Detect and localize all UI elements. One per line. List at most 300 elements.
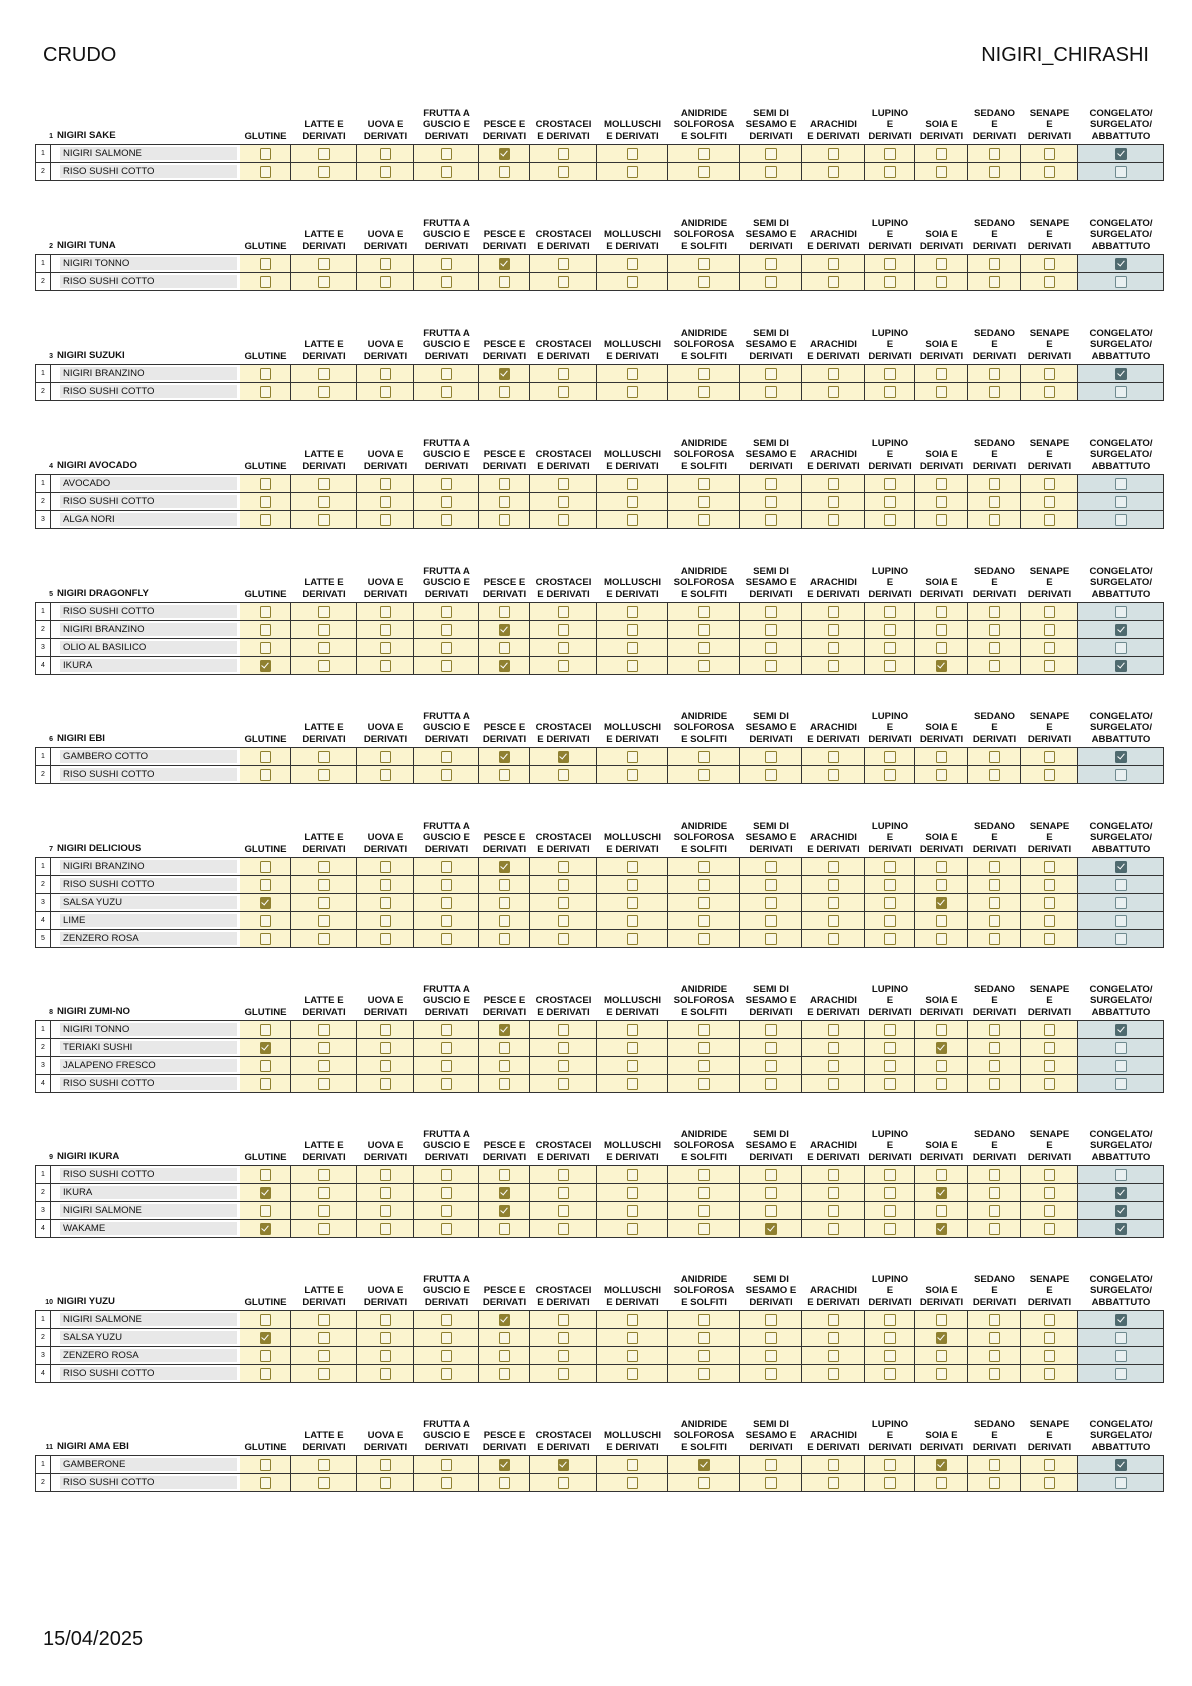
empty-checkbox[interactable] (1044, 1314, 1056, 1326)
empty-checkbox[interactable] (1044, 1223, 1056, 1235)
checked-checkbox[interactable] (1115, 1223, 1127, 1235)
empty-checkbox[interactable] (558, 1332, 570, 1344)
empty-checkbox[interactable] (989, 879, 1001, 891)
empty-checkbox[interactable] (441, 1205, 453, 1217)
empty-checkbox[interactable] (828, 386, 840, 398)
checked-checkbox[interactable] (1115, 368, 1127, 380)
empty-checkbox[interactable] (441, 1187, 453, 1199)
empty-checkbox[interactable] (828, 861, 840, 873)
empty-checkbox[interactable] (765, 1350, 777, 1362)
empty-checkbox[interactable] (936, 606, 948, 618)
checked-checkbox[interactable] (936, 1223, 948, 1235)
empty-checkbox[interactable] (765, 368, 777, 380)
empty-checkbox[interactable] (380, 1187, 392, 1199)
empty-checkbox[interactable] (765, 166, 777, 178)
checked-checkbox[interactable] (1115, 1024, 1127, 1036)
empty-checkbox[interactable] (260, 1314, 272, 1326)
empty-checkbox[interactable] (627, 1187, 639, 1199)
empty-checkbox[interactable] (828, 258, 840, 270)
empty-checkbox[interactable] (318, 879, 330, 891)
checked-checkbox[interactable] (698, 1459, 710, 1471)
empty-checkbox[interactable] (441, 1060, 453, 1072)
empty-checkbox[interactable] (828, 368, 840, 380)
empty-checkbox[interactable] (698, 1314, 710, 1326)
empty-checkbox[interactable] (318, 258, 330, 270)
empty-checkbox[interactable] (627, 166, 639, 178)
checked-checkbox[interactable] (1115, 861, 1127, 873)
empty-checkbox[interactable] (989, 478, 1001, 490)
empty-checkbox[interactable] (627, 258, 639, 270)
empty-checkbox[interactable] (1044, 148, 1056, 160)
empty-checkbox[interactable] (627, 624, 639, 636)
empty-checkbox[interactable] (318, 1042, 330, 1054)
empty-checkbox[interactable] (936, 915, 948, 927)
empty-checkbox[interactable] (380, 879, 392, 891)
empty-checkbox[interactable] (318, 1205, 330, 1217)
empty-checkbox[interactable] (558, 1078, 570, 1090)
empty-checkbox[interactable] (765, 606, 777, 618)
empty-checkbox[interactable] (989, 1459, 1001, 1471)
empty-checkbox[interactable] (765, 1187, 777, 1199)
empty-checkbox[interactable] (828, 1187, 840, 1199)
empty-checkbox[interactable] (936, 276, 948, 288)
empty-checkbox[interactable] (441, 258, 453, 270)
empty-checkbox[interactable] (558, 386, 570, 398)
empty-checkbox[interactable] (627, 478, 639, 490)
empty-checkbox[interactable] (499, 478, 511, 490)
empty-checkbox[interactable] (627, 933, 639, 945)
empty-checkbox[interactable] (380, 258, 392, 270)
empty-checkbox[interactable] (318, 751, 330, 763)
empty-checkbox[interactable] (1044, 660, 1056, 672)
empty-checkbox[interactable] (765, 386, 777, 398)
empty-checkbox[interactable] (765, 496, 777, 508)
empty-checkbox[interactable] (499, 496, 511, 508)
empty-checkbox[interactable] (936, 1060, 948, 1072)
empty-checkbox[interactable] (828, 751, 840, 763)
empty-checkbox[interactable] (627, 1205, 639, 1217)
empty-checkbox[interactable] (828, 496, 840, 508)
empty-checkbox[interactable] (260, 514, 272, 526)
empty-checkbox[interactable] (936, 166, 948, 178)
empty-checkbox[interactable] (380, 276, 392, 288)
empty-checkbox[interactable] (499, 386, 511, 398)
empty-checkbox[interactable] (441, 1042, 453, 1054)
empty-checkbox[interactable] (1044, 1169, 1056, 1181)
empty-checkbox[interactable] (765, 861, 777, 873)
empty-checkbox[interactable] (441, 660, 453, 672)
empty-checkbox[interactable] (698, 478, 710, 490)
empty-checkbox[interactable] (989, 1314, 1001, 1326)
empty-checkbox[interactable] (1044, 642, 1056, 654)
empty-checkbox[interactable] (828, 1350, 840, 1362)
empty-checkbox[interactable] (380, 1368, 392, 1380)
empty-checkbox[interactable] (260, 1459, 272, 1471)
empty-checkbox[interactable] (884, 915, 896, 927)
empty-checkbox[interactable] (318, 1459, 330, 1471)
empty-checkbox[interactable] (989, 1205, 1001, 1217)
empty-checkbox[interactable] (765, 276, 777, 288)
empty-checkbox[interactable] (558, 1223, 570, 1235)
empty-checkbox[interactable] (698, 606, 710, 618)
empty-checkbox[interactable] (499, 166, 511, 178)
empty-checkbox[interactable] (828, 1169, 840, 1181)
empty-checkbox[interactable] (828, 514, 840, 526)
empty-checkbox[interactable] (884, 386, 896, 398)
empty-checkbox[interactable] (380, 1169, 392, 1181)
empty-checkbox[interactable] (1115, 1078, 1127, 1090)
empty-checkbox[interactable] (380, 769, 392, 781)
checked-checkbox[interactable] (260, 1332, 272, 1344)
empty-checkbox[interactable] (698, 1060, 710, 1072)
empty-checkbox[interactable] (260, 276, 272, 288)
empty-checkbox[interactable] (698, 166, 710, 178)
empty-checkbox[interactable] (765, 258, 777, 270)
empty-checkbox[interactable] (1115, 897, 1127, 909)
empty-checkbox[interactable] (318, 1350, 330, 1362)
empty-checkbox[interactable] (499, 514, 511, 526)
empty-checkbox[interactable] (260, 861, 272, 873)
empty-checkbox[interactable] (765, 751, 777, 763)
empty-checkbox[interactable] (441, 148, 453, 160)
empty-checkbox[interactable] (318, 148, 330, 160)
checked-checkbox[interactable] (936, 660, 948, 672)
empty-checkbox[interactable] (989, 386, 1001, 398)
empty-checkbox[interactable] (1044, 1024, 1056, 1036)
empty-checkbox[interactable] (627, 1223, 639, 1235)
empty-checkbox[interactable] (989, 769, 1001, 781)
empty-checkbox[interactable] (260, 478, 272, 490)
empty-checkbox[interactable] (698, 496, 710, 508)
empty-checkbox[interactable] (260, 148, 272, 160)
empty-checkbox[interactable] (765, 642, 777, 654)
empty-checkbox[interactable] (627, 1314, 639, 1326)
empty-checkbox[interactable] (1044, 933, 1056, 945)
empty-checkbox[interactable] (1044, 769, 1056, 781)
empty-checkbox[interactable] (380, 624, 392, 636)
empty-checkbox[interactable] (380, 751, 392, 763)
checked-checkbox[interactable] (1115, 1459, 1127, 1471)
empty-checkbox[interactable] (1044, 624, 1056, 636)
empty-checkbox[interactable] (936, 148, 948, 160)
empty-checkbox[interactable] (441, 1368, 453, 1380)
empty-checkbox[interactable] (558, 1477, 570, 1489)
empty-checkbox[interactable] (936, 879, 948, 891)
empty-checkbox[interactable] (765, 769, 777, 781)
empty-checkbox[interactable] (989, 514, 1001, 526)
empty-checkbox[interactable] (260, 368, 272, 380)
empty-checkbox[interactable] (884, 1332, 896, 1344)
empty-checkbox[interactable] (558, 861, 570, 873)
checked-checkbox[interactable] (260, 1223, 272, 1235)
empty-checkbox[interactable] (698, 1332, 710, 1344)
empty-checkbox[interactable] (765, 660, 777, 672)
empty-checkbox[interactable] (627, 879, 639, 891)
empty-checkbox[interactable] (441, 1078, 453, 1090)
empty-checkbox[interactable] (1044, 1042, 1056, 1054)
empty-checkbox[interactable] (627, 1368, 639, 1380)
empty-checkbox[interactable] (698, 879, 710, 891)
empty-checkbox[interactable] (698, 624, 710, 636)
empty-checkbox[interactable] (698, 514, 710, 526)
empty-checkbox[interactable] (441, 624, 453, 636)
checked-checkbox[interactable] (499, 1459, 511, 1471)
empty-checkbox[interactable] (260, 606, 272, 618)
empty-checkbox[interactable] (260, 1078, 272, 1090)
empty-checkbox[interactable] (260, 933, 272, 945)
empty-checkbox[interactable] (828, 1024, 840, 1036)
empty-checkbox[interactable] (441, 642, 453, 654)
empty-checkbox[interactable] (884, 1459, 896, 1471)
empty-checkbox[interactable] (441, 1477, 453, 1489)
empty-checkbox[interactable] (260, 166, 272, 178)
empty-checkbox[interactable] (1115, 769, 1127, 781)
checked-checkbox[interactable] (260, 1042, 272, 1054)
empty-checkbox[interactable] (380, 933, 392, 945)
empty-checkbox[interactable] (828, 1060, 840, 1072)
empty-checkbox[interactable] (936, 386, 948, 398)
empty-checkbox[interactable] (828, 660, 840, 672)
empty-checkbox[interactable] (499, 1078, 511, 1090)
checked-checkbox[interactable] (1115, 660, 1127, 672)
empty-checkbox[interactable] (1115, 1042, 1127, 1054)
empty-checkbox[interactable] (380, 642, 392, 654)
empty-checkbox[interactable] (936, 368, 948, 380)
empty-checkbox[interactable] (989, 751, 1001, 763)
empty-checkbox[interactable] (558, 1350, 570, 1362)
empty-checkbox[interactable] (627, 1477, 639, 1489)
checked-checkbox[interactable] (558, 1459, 570, 1471)
empty-checkbox[interactable] (260, 1477, 272, 1489)
empty-checkbox[interactable] (380, 1477, 392, 1489)
empty-checkbox[interactable] (884, 1187, 896, 1199)
empty-checkbox[interactable] (1044, 166, 1056, 178)
empty-checkbox[interactable] (260, 915, 272, 927)
checked-checkbox[interactable] (936, 1459, 948, 1471)
empty-checkbox[interactable] (884, 933, 896, 945)
empty-checkbox[interactable] (260, 1205, 272, 1217)
empty-checkbox[interactable] (441, 1223, 453, 1235)
checked-checkbox[interactable] (499, 1024, 511, 1036)
checked-checkbox[interactable] (1115, 1187, 1127, 1199)
empty-checkbox[interactable] (989, 276, 1001, 288)
empty-checkbox[interactable] (380, 1205, 392, 1217)
empty-checkbox[interactable] (441, 368, 453, 380)
empty-checkbox[interactable] (627, 861, 639, 873)
empty-checkbox[interactable] (627, 1060, 639, 1072)
empty-checkbox[interactable] (627, 1459, 639, 1471)
empty-checkbox[interactable] (1044, 386, 1056, 398)
empty-checkbox[interactable] (884, 1223, 896, 1235)
checked-checkbox[interactable] (1115, 1205, 1127, 1217)
empty-checkbox[interactable] (558, 897, 570, 909)
empty-checkbox[interactable] (627, 1024, 639, 1036)
empty-checkbox[interactable] (989, 897, 1001, 909)
empty-checkbox[interactable] (1115, 1368, 1127, 1380)
empty-checkbox[interactable] (380, 478, 392, 490)
empty-checkbox[interactable] (1115, 642, 1127, 654)
empty-checkbox[interactable] (441, 915, 453, 927)
empty-checkbox[interactable] (765, 1205, 777, 1217)
empty-checkbox[interactable] (1044, 606, 1056, 618)
empty-checkbox[interactable] (698, 276, 710, 288)
empty-checkbox[interactable] (828, 606, 840, 618)
empty-checkbox[interactable] (380, 514, 392, 526)
empty-checkbox[interactable] (499, 933, 511, 945)
empty-checkbox[interactable] (1115, 1169, 1127, 1181)
checked-checkbox[interactable] (936, 897, 948, 909)
empty-checkbox[interactable] (1115, 386, 1127, 398)
empty-checkbox[interactable] (698, 933, 710, 945)
empty-checkbox[interactable] (1115, 166, 1127, 178)
empty-checkbox[interactable] (828, 1332, 840, 1344)
empty-checkbox[interactable] (1044, 1078, 1056, 1090)
checked-checkbox[interactable] (499, 1314, 511, 1326)
checked-checkbox[interactable] (936, 1332, 948, 1344)
empty-checkbox[interactable] (1044, 514, 1056, 526)
empty-checkbox[interactable] (380, 1332, 392, 1344)
empty-checkbox[interactable] (558, 1314, 570, 1326)
empty-checkbox[interactable] (441, 879, 453, 891)
empty-checkbox[interactable] (260, 1368, 272, 1380)
empty-checkbox[interactable] (441, 386, 453, 398)
empty-checkbox[interactable] (989, 1060, 1001, 1072)
empty-checkbox[interactable] (627, 148, 639, 160)
empty-checkbox[interactable] (765, 1314, 777, 1326)
empty-checkbox[interactable] (884, 258, 896, 270)
empty-checkbox[interactable] (765, 897, 777, 909)
empty-checkbox[interactable] (698, 897, 710, 909)
empty-checkbox[interactable] (698, 148, 710, 160)
empty-checkbox[interactable] (698, 1078, 710, 1090)
empty-checkbox[interactable] (499, 1060, 511, 1072)
empty-checkbox[interactable] (828, 1314, 840, 1326)
checked-checkbox[interactable] (499, 1205, 511, 1217)
empty-checkbox[interactable] (989, 1350, 1001, 1362)
empty-checkbox[interactable] (260, 1060, 272, 1072)
empty-checkbox[interactable] (989, 1042, 1001, 1054)
empty-checkbox[interactable] (260, 1350, 272, 1362)
empty-checkbox[interactable] (698, 1205, 710, 1217)
empty-checkbox[interactable] (989, 660, 1001, 672)
empty-checkbox[interactable] (318, 386, 330, 398)
empty-checkbox[interactable] (828, 276, 840, 288)
empty-checkbox[interactable] (558, 1205, 570, 1217)
empty-checkbox[interactable] (765, 1477, 777, 1489)
empty-checkbox[interactable] (1115, 1350, 1127, 1362)
empty-checkbox[interactable] (884, 1042, 896, 1054)
empty-checkbox[interactable] (828, 897, 840, 909)
empty-checkbox[interactable] (318, 933, 330, 945)
empty-checkbox[interactable] (1044, 1060, 1056, 1072)
empty-checkbox[interactable] (698, 642, 710, 654)
empty-checkbox[interactable] (884, 276, 896, 288)
empty-checkbox[interactable] (558, 624, 570, 636)
empty-checkbox[interactable] (1044, 496, 1056, 508)
empty-checkbox[interactable] (884, 606, 896, 618)
empty-checkbox[interactable] (380, 1024, 392, 1036)
empty-checkbox[interactable] (698, 1368, 710, 1380)
empty-checkbox[interactable] (441, 861, 453, 873)
empty-checkbox[interactable] (1044, 1477, 1056, 1489)
empty-checkbox[interactable] (380, 1459, 392, 1471)
empty-checkbox[interactable] (765, 1368, 777, 1380)
empty-checkbox[interactable] (627, 1169, 639, 1181)
empty-checkbox[interactable] (499, 1169, 511, 1181)
empty-checkbox[interactable] (989, 1169, 1001, 1181)
empty-checkbox[interactable] (441, 769, 453, 781)
checked-checkbox[interactable] (936, 1042, 948, 1054)
empty-checkbox[interactable] (989, 915, 1001, 927)
checked-checkbox[interactable] (260, 660, 272, 672)
empty-checkbox[interactable] (989, 624, 1001, 636)
empty-checkbox[interactable] (884, 1368, 896, 1380)
empty-checkbox[interactable] (380, 1223, 392, 1235)
empty-checkbox[interactable] (380, 368, 392, 380)
checked-checkbox[interactable] (1115, 751, 1127, 763)
empty-checkbox[interactable] (380, 1350, 392, 1362)
empty-checkbox[interactable] (499, 606, 511, 618)
empty-checkbox[interactable] (1044, 751, 1056, 763)
empty-checkbox[interactable] (698, 660, 710, 672)
empty-checkbox[interactable] (828, 624, 840, 636)
empty-checkbox[interactable] (499, 1477, 511, 1489)
empty-checkbox[interactable] (318, 897, 330, 909)
empty-checkbox[interactable] (936, 751, 948, 763)
checked-checkbox[interactable] (499, 258, 511, 270)
empty-checkbox[interactable] (318, 915, 330, 927)
empty-checkbox[interactable] (828, 933, 840, 945)
empty-checkbox[interactable] (380, 386, 392, 398)
empty-checkbox[interactable] (441, 1169, 453, 1181)
empty-checkbox[interactable] (884, 368, 896, 380)
empty-checkbox[interactable] (499, 1223, 511, 1235)
empty-checkbox[interactable] (558, 258, 570, 270)
empty-checkbox[interactable] (698, 751, 710, 763)
empty-checkbox[interactable] (318, 1368, 330, 1380)
empty-checkbox[interactable] (441, 514, 453, 526)
empty-checkbox[interactable] (884, 1078, 896, 1090)
checked-checkbox[interactable] (499, 368, 511, 380)
empty-checkbox[interactable] (380, 1060, 392, 1072)
empty-checkbox[interactable] (318, 1314, 330, 1326)
empty-checkbox[interactable] (1115, 1477, 1127, 1489)
empty-checkbox[interactable] (558, 1169, 570, 1181)
empty-checkbox[interactable] (558, 1024, 570, 1036)
empty-checkbox[interactable] (1044, 897, 1056, 909)
empty-checkbox[interactable] (1044, 1332, 1056, 1344)
empty-checkbox[interactable] (1115, 915, 1127, 927)
empty-checkbox[interactable] (380, 861, 392, 873)
empty-checkbox[interactable] (765, 1459, 777, 1471)
empty-checkbox[interactable] (318, 1332, 330, 1344)
empty-checkbox[interactable] (1115, 496, 1127, 508)
empty-checkbox[interactable] (318, 1169, 330, 1181)
empty-checkbox[interactable] (260, 496, 272, 508)
empty-checkbox[interactable] (936, 1205, 948, 1217)
empty-checkbox[interactable] (884, 1060, 896, 1072)
empty-checkbox[interactable] (441, 1459, 453, 1471)
empty-checkbox[interactable] (989, 1024, 1001, 1036)
empty-checkbox[interactable] (380, 166, 392, 178)
empty-checkbox[interactable] (989, 148, 1001, 160)
empty-checkbox[interactable] (884, 496, 896, 508)
empty-checkbox[interactable] (828, 478, 840, 490)
empty-checkbox[interactable] (1115, 514, 1127, 526)
empty-checkbox[interactable] (558, 769, 570, 781)
empty-checkbox[interactable] (260, 258, 272, 270)
empty-checkbox[interactable] (441, 933, 453, 945)
